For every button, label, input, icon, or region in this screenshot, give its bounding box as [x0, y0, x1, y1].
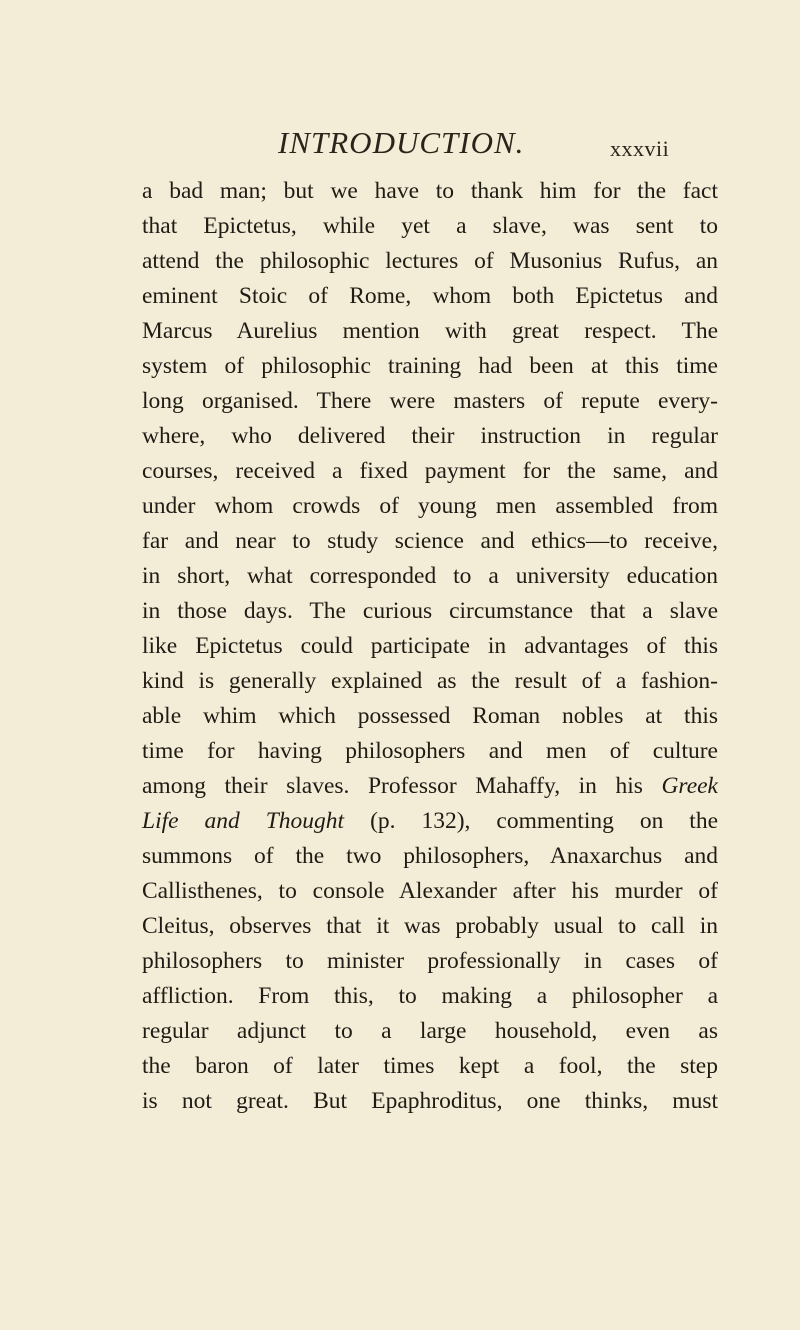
- text-line: [142, 769, 718, 804]
- page-header-title: INTRODUCTION.: [278, 125, 525, 160]
- text-line: eminent Stoic of Rome, whom both Epictetus and: [142, 283, 718, 309]
- text-line: Marcus Aurelius mention with great respect. The: [142, 318, 718, 344]
- text-segment: (p. 132), commenting on the: [370, 808, 718, 834]
- text-line: like Epictetus could participate in advantages of this: [142, 633, 718, 659]
- text-line: time for having philosophers and men of culture: [142, 738, 718, 764]
- text-line: kind is generally explained as the result of a fashion-: [142, 668, 718, 694]
- page-number: xxxvii: [610, 136, 670, 161]
- text-line: where, who delivered their instruction in regular: [142, 423, 718, 449]
- text-line: that Epictetus, while yet a slave, was sent to: [142, 213, 718, 239]
- text-line: in short, what corresponded to a university education: [142, 563, 718, 589]
- text-line: system of philosophic training had been at this time: [142, 353, 718, 379]
- text-line: a bad man; but we have to thank him for the fact: [142, 178, 718, 204]
- body-text: [142, 174, 718, 1119]
- text-line: able whim which possessed Roman nobles at this: [142, 703, 718, 729]
- text-line: is not great. But Epaphroditus, one thinks, must: [142, 1088, 718, 1114]
- book-title-life-and-thought: Life and Thought: [142, 808, 345, 834]
- text-line: the baron of later times kept a fool, the step: [142, 1053, 718, 1079]
- book-title-greek: Greek: [661, 773, 718, 799]
- text-line: affliction. From this, to making a philosopher a: [142, 983, 718, 1009]
- text-line: attend the philosophic lectures of Musonius Rufus, an: [142, 248, 718, 274]
- text-line: courses, received a fixed payment for the same, and: [142, 458, 718, 484]
- text-line: long organised. There were masters of repute every-: [142, 388, 718, 414]
- running-head: [0, 118, 800, 168]
- text-line: [142, 804, 718, 839]
- text-line: philosophers to minister professionally in cases of: [142, 948, 718, 974]
- text-line: under whom crowds of young men assembled from: [142, 493, 718, 519]
- text-segment: among their slaves. Professor Mahaffy, in his: [142, 773, 643, 799]
- text-line: Cleitus, observes that it was probably usual to call in: [142, 913, 718, 939]
- text-line: regular adjunct to a large household, even as: [142, 1018, 718, 1044]
- text-line: far and near to study science and ethics—to receive,: [142, 528, 718, 554]
- text-line: in those days. The curious circumstance that a slave: [142, 598, 718, 624]
- text-line: summons of the two philosophers, Anaxarchus and: [142, 843, 718, 869]
- text-line: Callisthenes, to console Alexander after his murder of: [142, 878, 718, 904]
